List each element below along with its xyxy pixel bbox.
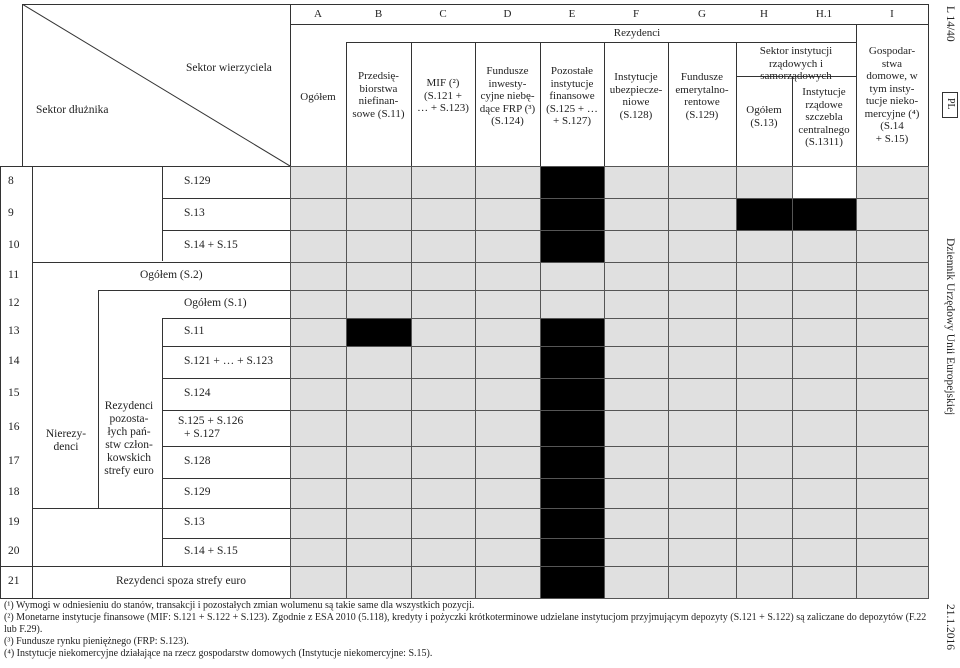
- table-cell: [792, 410, 857, 447]
- table-cell: [604, 346, 669, 379]
- table-cell: [540, 346, 605, 379]
- table-cell: [856, 230, 929, 263]
- table-cell: [736, 538, 793, 567]
- table-cell: [475, 538, 541, 567]
- table-cell: [604, 166, 669, 199]
- table-cell: [792, 566, 857, 599]
- table-cell: [475, 446, 541, 479]
- table-cell: [736, 478, 793, 509]
- table-cell: [540, 508, 605, 539]
- table-cell: [604, 566, 669, 599]
- col-letter-c: C: [439, 8, 447, 20]
- table-cell: [290, 508, 347, 539]
- table-cell: [411, 508, 476, 539]
- table-cell: [540, 446, 605, 479]
- corner-diagonal: [22, 4, 290, 166]
- table-cell: [290, 198, 347, 231]
- table-cell: [346, 378, 412, 411]
- table-cell: [668, 346, 737, 379]
- table-cell: [346, 290, 412, 319]
- table-cell: [668, 410, 737, 447]
- row-number: 17: [8, 455, 20, 467]
- row-label: S.129: [184, 175, 211, 187]
- table-cell: [540, 318, 605, 347]
- header-g: Fundusze emerytalno- rentowe (S.129): [675, 71, 729, 121]
- col-letter-h: H: [760, 8, 768, 20]
- table-cell: [540, 290, 605, 319]
- col-letter-i: I: [890, 8, 894, 20]
- row-number: 19: [8, 516, 20, 528]
- table-cell: [736, 166, 793, 199]
- table-cell: [736, 508, 793, 539]
- header-h1: Instytucje rządowe szczebla centralnego (S.1311): [798, 86, 850, 148]
- table-cell: [290, 290, 347, 319]
- table-cell: [856, 262, 929, 291]
- table-cell: [475, 378, 541, 411]
- table-cell: [346, 262, 412, 291]
- header-h: Ogółem (S.13): [746, 104, 782, 129]
- table-cell: [346, 230, 412, 263]
- table-cell: [604, 318, 669, 347]
- table-cell: [668, 290, 737, 319]
- table-cell: [792, 478, 857, 509]
- table-cell: [604, 478, 669, 509]
- row-label: S.121 + … + S.123: [184, 355, 274, 367]
- table-cell: [540, 566, 605, 599]
- lang-box: [942, 92, 958, 118]
- table-cell: [540, 538, 605, 567]
- table-cell: [856, 566, 929, 599]
- header-a: Ogółem: [300, 91, 336, 103]
- table-cell: [411, 566, 476, 599]
- row-label: S.129: [184, 486, 211, 498]
- table-cell: [856, 290, 929, 319]
- table-cell: [346, 538, 412, 567]
- table-cell: [792, 446, 857, 479]
- row-number: 15: [8, 387, 20, 399]
- table-cell: [540, 378, 605, 411]
- table-cell: [856, 166, 929, 199]
- table-cell: [668, 566, 737, 599]
- table-cell: [668, 198, 737, 231]
- table-cell: [792, 346, 857, 379]
- col-letter-b: B: [374, 8, 383, 20]
- gov-sector-header: Sektor instytucji rządowych i samorządowych: [759, 45, 833, 82]
- creditor-sector-label: Sektor wierzyciela: [186, 62, 272, 74]
- table-cell: [475, 566, 541, 599]
- table-cell: [346, 566, 412, 599]
- table-cell: [736, 318, 793, 347]
- header-e: Pozostałe instytucje finansowe (S.125 + … + S.127): [546, 65, 598, 127]
- table-cell: [856, 378, 929, 411]
- table-cell: [604, 230, 669, 263]
- footnote-3: (³) Fundusze rynku pieniężnego (FRP: S.123).: [4, 636, 189, 647]
- table-cell: [856, 478, 929, 509]
- table-cell: [540, 262, 605, 291]
- table-cell: [411, 290, 476, 319]
- col-letter-g: G: [698, 8, 706, 20]
- row-number: 16: [8, 421, 20, 433]
- table-cell: [856, 346, 929, 379]
- row-label: Rezydenci spoza strefy euro: [116, 575, 246, 587]
- table-cell: [736, 346, 793, 379]
- table-cell: [604, 198, 669, 231]
- table-cell: [736, 290, 793, 319]
- table-cell: [736, 378, 793, 411]
- table-cell: [668, 262, 737, 291]
- table-cell: [346, 166, 412, 199]
- table-cell: [475, 508, 541, 539]
- row-number: 18: [8, 486, 20, 498]
- table-cell: [668, 230, 737, 263]
- table-cell: [346, 478, 412, 509]
- table-cell: [792, 166, 857, 199]
- table-cell: [290, 166, 347, 199]
- other-euro-residents-label: Rezydenci pozosta- łych pań- stw człon- kowskich strefy euro: [104, 400, 154, 477]
- table-cell: [346, 410, 412, 447]
- table-cell: [290, 446, 347, 479]
- table-cell: [604, 262, 669, 291]
- table-cell: [856, 538, 929, 567]
- row-number: 11: [8, 269, 20, 281]
- header-b: Przedsię- biorstwa niefinan- sowe (S.11): [352, 70, 405, 120]
- header-f: Instytucje ubezpiecze- niowe (S.128): [609, 71, 663, 121]
- table-cell: [668, 478, 737, 509]
- row-number: 12: [8, 297, 20, 309]
- table-cell: [475, 346, 541, 379]
- table-cell: [346, 446, 412, 479]
- table-cell: [411, 198, 476, 231]
- table-cell: [411, 262, 476, 291]
- table-cell: [411, 346, 476, 379]
- table-cell: [290, 410, 347, 447]
- col-letter-h1: H.1: [815, 8, 833, 20]
- table-cell: [540, 410, 605, 447]
- table-cell: [604, 538, 669, 567]
- table-cell: [792, 262, 857, 291]
- table-cell: [540, 166, 605, 199]
- table-cell: [290, 346, 347, 379]
- table-cell: [475, 262, 541, 291]
- col-letter-d: D: [503, 8, 512, 20]
- row-label: S.13: [184, 516, 205, 528]
- table-cell: [792, 538, 857, 567]
- footnote-2: (²) Monetarne instytucje finansowe (MIF: S.121 + S.122 + S.123). Zgodnie z ESA 2010 (5.118), kredyty i pożyczki krótkoterminowe udzielane instytucjom przyjmującym depozyty (S.121 + S.122) są zaliczane do depozytów (F.22 lub F.29).: [4, 612, 927, 635]
- col-letter-e: E: [568, 8, 576, 20]
- table-cell: [668, 318, 737, 347]
- table-cell: [346, 198, 412, 231]
- table-cell: [736, 198, 793, 231]
- table-cell: [856, 446, 929, 479]
- table-cell: [668, 166, 737, 199]
- table-cell: [540, 198, 605, 231]
- nonresidents-label: Nierezy- denci: [45, 428, 87, 453]
- table-cell: [475, 166, 541, 199]
- table-cell: [736, 262, 793, 291]
- table-cell: [856, 410, 929, 447]
- debtor-sector-label: Sektor dłużnika: [36, 104, 109, 116]
- table-cell: [475, 478, 541, 509]
- row-label: Ogółem (S.2): [140, 269, 203, 281]
- footnote-4: (⁴) Instytucje niekomercyjne działające na rzecz gospodarstw domowych (Instytucje niekomercyjne: S.15).: [4, 648, 433, 659]
- table-cell: [411, 318, 476, 347]
- table-cell: [736, 410, 793, 447]
- table-cell: [668, 538, 737, 567]
- table-cell: [668, 508, 737, 539]
- table-cell: [411, 230, 476, 263]
- table-cell: [475, 410, 541, 447]
- table-cell: [540, 478, 605, 509]
- table-cell: [604, 508, 669, 539]
- table-cell: [856, 198, 929, 231]
- page-number: L 14/40: [944, 6, 956, 42]
- header-c: MIF (²) (S.121 + … + S.123): [417, 77, 469, 114]
- table-cell: [604, 378, 669, 411]
- table-cell: [792, 508, 857, 539]
- row-label: Ogółem (S.1): [184, 297, 247, 309]
- footnote-1: (¹) Wymogi w odniesieniu do stanów, transakcji i pozostałych zmian wolumenu są takie same dla wszystkich pozycji.: [4, 600, 475, 611]
- row-label: S.14 + S.15: [184, 239, 238, 251]
- table-cell: [604, 290, 669, 319]
- table-cell: [792, 378, 857, 411]
- table-cell: [792, 198, 857, 231]
- table-cell: [290, 378, 347, 411]
- table-cell: [411, 478, 476, 509]
- table-cell: [540, 230, 605, 263]
- table-cell: [411, 410, 476, 447]
- table-cell: [411, 538, 476, 567]
- row-label: S.14 + S.15: [184, 545, 238, 557]
- table-cell: [668, 378, 737, 411]
- row-number: 14: [8, 355, 20, 367]
- row-number: 8: [8, 175, 14, 187]
- row-label: S.128: [184, 455, 211, 467]
- row-number: 10: [8, 239, 20, 251]
- table-cell: [346, 318, 412, 347]
- table-cell: [792, 318, 857, 347]
- table-cell: [290, 230, 347, 263]
- header-d: Fundusze inwesty- cyjne niebę- dące FRP (³) (S.124): [479, 65, 536, 127]
- lang-code: PL: [945, 98, 956, 110]
- row-number: 20: [8, 545, 20, 557]
- table-cell: [411, 166, 476, 199]
- table-cell: [668, 446, 737, 479]
- table-cell: [792, 290, 857, 319]
- table-cell: [604, 410, 669, 447]
- row-label: S.125 + S.126 + S.127: [178, 415, 244, 440]
- row-label: S.124: [184, 387, 211, 399]
- table-cell: [604, 446, 669, 479]
- table-cell: [290, 566, 347, 599]
- col-letter-f: F: [632, 8, 640, 20]
- table-cell: [856, 508, 929, 539]
- row-number: 9: [8, 207, 14, 219]
- publication-date: 21.1.2016: [944, 604, 956, 650]
- table-cell: [475, 318, 541, 347]
- table-cell: [792, 230, 857, 263]
- table-cell: [290, 262, 347, 291]
- table-cell: [290, 478, 347, 509]
- table-cell: [346, 346, 412, 379]
- table-cell: [411, 446, 476, 479]
- row-label: S.11: [184, 325, 205, 337]
- table-cell: [290, 318, 347, 347]
- journal-title: Dziennik Urzędowy Unii Europejskiej: [944, 238, 956, 416]
- row-number: 13: [8, 325, 20, 337]
- col-letter-a: A: [314, 8, 322, 20]
- table-cell: [736, 566, 793, 599]
- table-cell: [411, 378, 476, 411]
- residents-group-label: Rezydenci: [613, 27, 661, 39]
- table-cell: [346, 508, 412, 539]
- table-cell: [736, 446, 793, 479]
- row-label: S.13: [184, 207, 205, 219]
- table-cell: [475, 230, 541, 263]
- table-cell: [856, 318, 929, 347]
- table-cell: [475, 198, 541, 231]
- row-number: 21: [8, 575, 20, 587]
- table-cell: [736, 230, 793, 263]
- table-cell: [290, 538, 347, 567]
- table-cell: [475, 290, 541, 319]
- header-i: Gospodar- stwa domowe, w tym insty- tucje nieko- mercyjne (⁴) (S.14 + S.15): [864, 45, 920, 145]
